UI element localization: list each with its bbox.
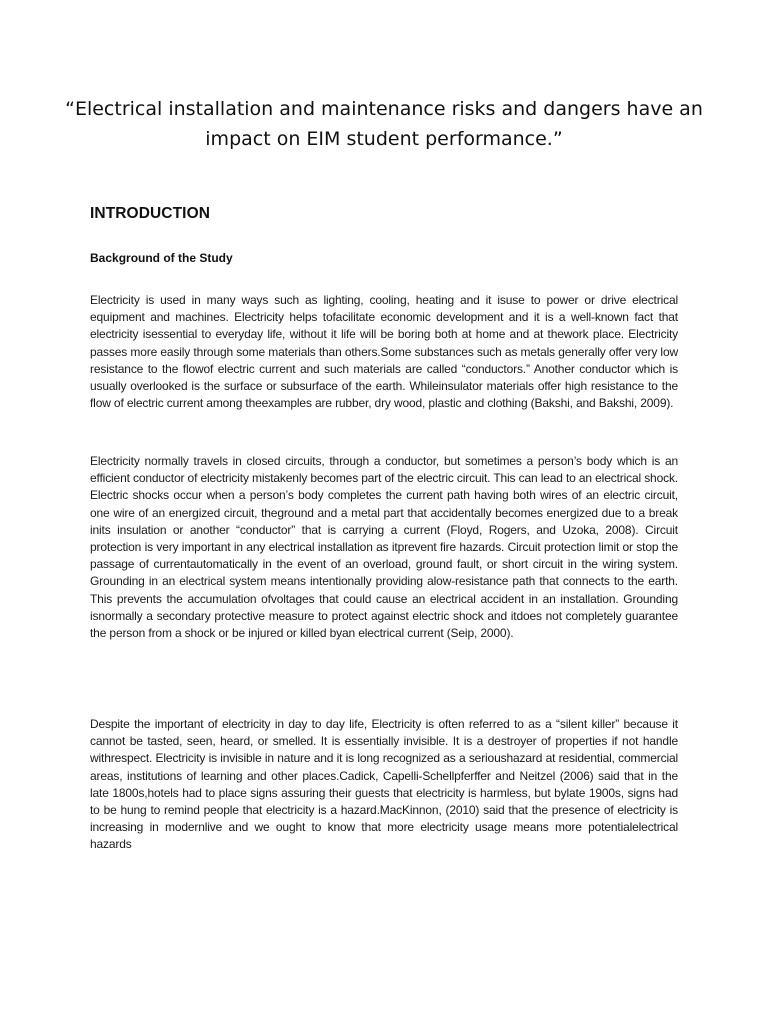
document-title: “Electrical installation and maintenance risks and dangers have an impact on EIM student performance.” [65,98,703,150]
paragraph-3: Despite the important of electricity in day to day life, Electricity is often referred to as a “silent killer” because it cannot be tasted, seen, heard, or smelled. It is essentially invisible. It is a destroyer of properties if not handle withrespect. Electricity is invisible in nature and it is long recognized as a serioushazard at residential, commercial areas, institutions of learning and other places.Cadick, Capelli-Schellpferffer and Neitzel (2006) said that in the late 1800s,hotels had to place signs assuring their guests that electricity is harmless, but bylate 1900s, signs had to be hung to remind people that electricity is a hazard.MacKinnon, (2010) said that the presence of electricity is increasing in modernlive and we ought to know that more electricity usage means more potentialelectrical hazards [90,717,678,852]
paragraph-1: Electricity is used in many ways such as lighting, cooling, heating and it isuse to power or drive electrical equipment and machines. Electricity helps tofacilitate economic development and it is a well-known fact that electricity isessential to everyday life, without it life will be boring both at home and at thework place. Electricity passes more easily through some materials than others.Some substances such as metals generally offer very low resistance to the flowof electric current and such materials are called “conductors.” Another conductor which is usually overlooked is the surface or subsurface of the earth. Whileinsulator materials offer high resistance to the flow of electric current among theexamples are rubber, dry wood, plastic and clothing (Bakshi, and Bakshi, 2009). [90,293,678,411]
subsection-heading-background: Background of the Study [90,251,233,265]
paragraph-2: Electricity normally travels in closed circuits, through a conductor, but sometimes a person’s body which is an efficient conductor of electricity mistakenly becomes part of the electric circuit. This can lead to an electrical shock. Electric shocks occur when a person’s body completes the current path having both wires of an electric circuit, one wire of an energized circuit, theground and a metal part that accidentally becomes energized due to a break inits insulation or another “conductor” that is carrying a current (Floyd, Rogers, and Uzoka, 2008). Circuit protection is very important in any electrical installation as itprevent fire hazards. Circuit protection limit or stop the passage of currentautomatically in the event of an overload, ground fault, or short circuit in the wiring system. Grounding in an electrical system means intentionally providing alow-resistance path that connects to the earth. This prevents the accumulation ofvoltages that could cause an electrical accident in an installation. Grounding isnormally a secondary protective measure to protect against electric shock and itdoes not completely guarantee the person from a shock or be injured or killed byan electrical current (Seip, 2000). [90,454,678,641]
section-heading-introduction: INTRODUCTION [90,205,211,222]
